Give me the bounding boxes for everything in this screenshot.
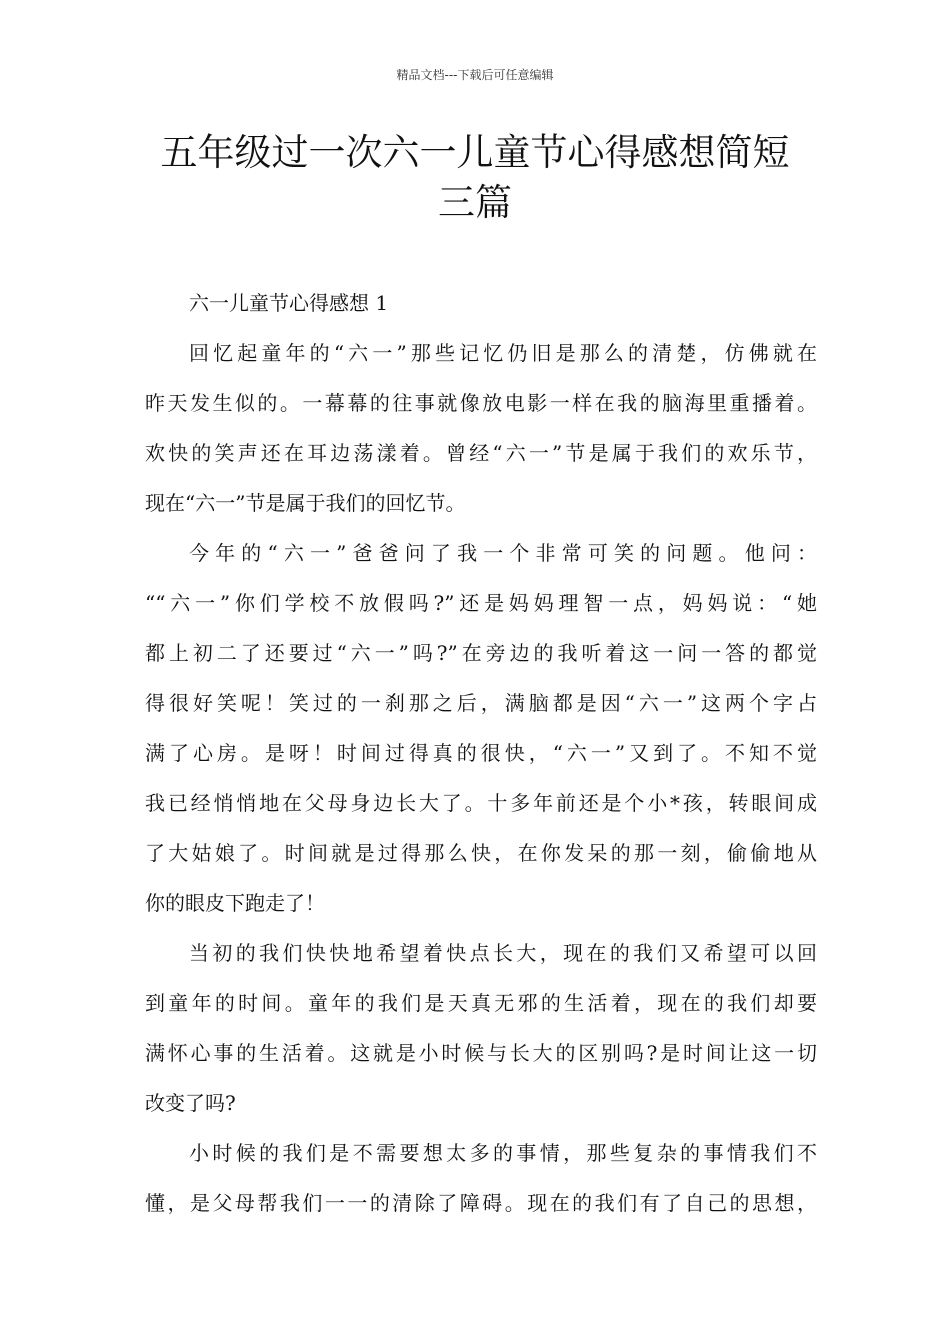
paragraph-line: 今年的“六一”爸爸问了我一个非常可笑的问题。他问： — [189, 541, 817, 565]
paragraph-line: 满了心房。是呀！时间过得真的很快，“六一”又到了。不知不觉 — [145, 741, 817, 765]
paragraph-line: 懂，是父母帮我们一一的清除了障碍。现在的我们有了自己的思想， — [145, 1191, 817, 1215]
paragraph-line: 到童年的时间。童年的我们是天真无邪的生活着，现在的我们却要 — [145, 991, 817, 1015]
paragraph-line: 现在“六一”节是属于我们的回忆节。 — [145, 491, 466, 515]
paragraph-line: 满怀心事的生活着。这就是小时候与长大的区别吗?是时间让这一切 — [145, 1041, 817, 1065]
title-line-1: 五年级过一次六一儿童节心得感想简短 — [160, 131, 790, 174]
paragraph-line: 了大姑娘了。时间就是过得那么快，在你发呆的那一刻，偷偷地从 — [145, 841, 817, 865]
section-heading: 六一儿童节心得感想 1 — [189, 291, 389, 315]
paragraph-line: 欢快的笑声还在耳边荡漾着。曾经“六一”节是属于我们的欢乐节， — [145, 441, 817, 465]
paragraph-line: 得很好笑呢！笑过的一刹那之后，满脑都是因“六一”这两个字占 — [145, 691, 817, 715]
document-body — [145, 278, 817, 1228]
paragraph-line: 你的眼皮下跑走了！ — [145, 891, 325, 915]
paragraph-line: 小时候的我们是不需要想太多的事情，那些复杂的事情我们不 — [189, 1141, 817, 1165]
paragraph-line: 当初的我们快快地希望着快点长大，现在的我们又希望可以回 — [189, 941, 817, 965]
header-note: 精品文档---下载后可任意编辑 — [396, 68, 554, 82]
paragraph-line: 我已经悄悄地在父母身边长大了。十多年前还是个小*孩，转眼间成 — [145, 791, 817, 815]
title-line-2: 三篇 — [438, 181, 512, 224]
paragraph-1 — [145, 328, 817, 528]
paragraph-2 — [145, 528, 817, 928]
paragraph-line: 改变了吗? — [145, 1091, 236, 1115]
document-title — [95, 128, 855, 228]
paragraph-4 — [145, 1128, 817, 1228]
paragraph-line: 回忆起童年的“六一”那些记忆仍旧是那么的清楚，仿佛就在 — [189, 341, 817, 365]
paragraph-3 — [145, 928, 817, 1128]
paragraph-line: 都上初二了还要过“六一”吗?”在旁边的我听着这一问一答的都觉 — [145, 641, 817, 665]
paragraph-line: ““六一”你们学校不放假吗?”还是妈妈理智一点，妈妈说：“她 — [145, 591, 817, 615]
paragraph-line: 昨天发生似的。一幕幕的往事就像放电影一样在我的脑海里重播着。 — [145, 391, 817, 415]
